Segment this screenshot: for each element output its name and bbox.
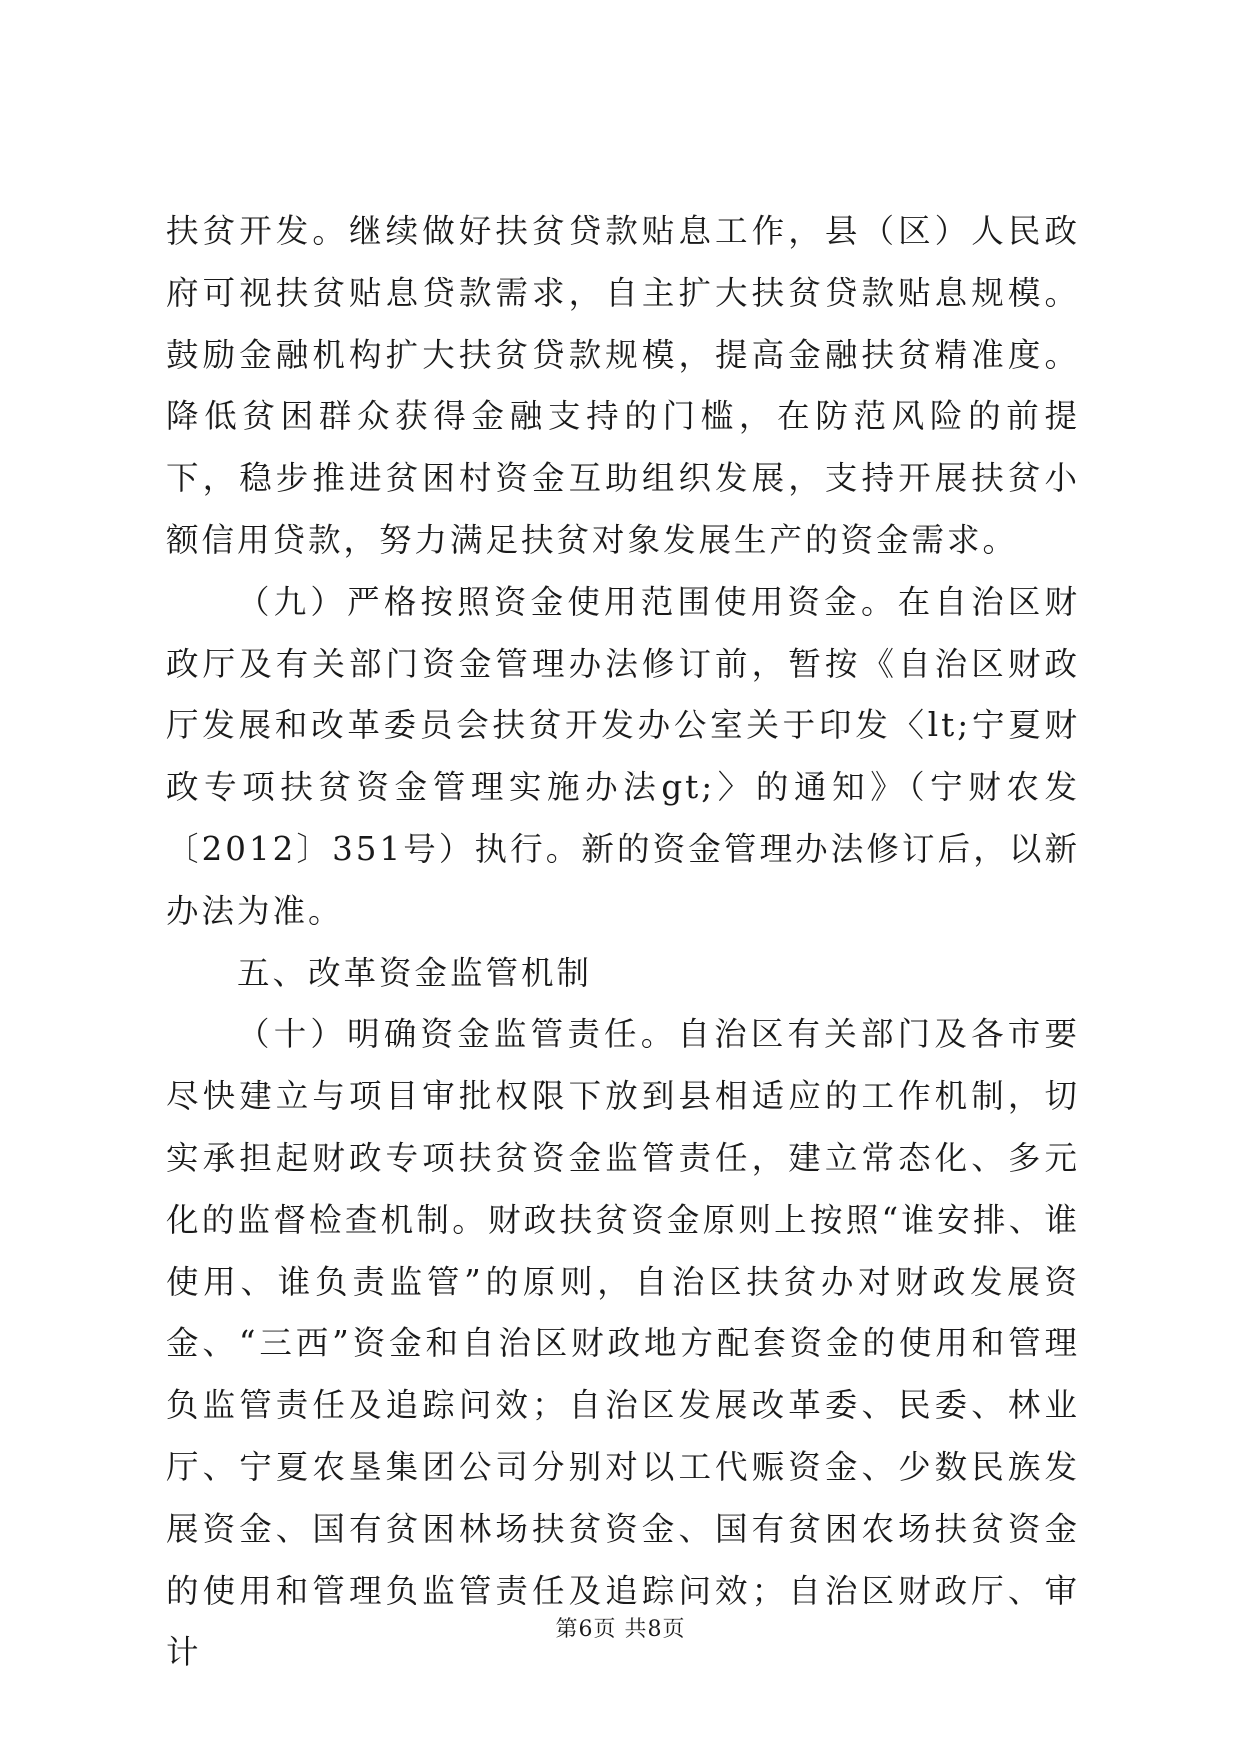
paragraph-section-nine: （九）严格按照资金使用范围使用资金。在自治区财政厅及有关部门资金管理办法修订前，暂按《自治区财政厅发展和改革委员会扶贫开发办公室关于印发〈lt;宁夏财政专项扶贫资金管理实施办法gt;〉的通知》（宁财农发〔2012〕351号）执行。新的资金管理办法修订后，以新办法为准。 [166,582,1080,930]
page-number-footer: 第6页 共8页 [555,1617,686,1642]
paragraph-continuation: 扶贫开发。继续做好扶贫贷款贴息工作，县（区）人民政府可视扶贫贴息贷款需求，自主扩大扶贫贷款贴息规模。鼓励金融机构扩大扶贫贷款规模，提高金融扶贫精准度。降低贫困群众获得金融支持的门槛，在防范风险的前提下，稳步推进贫困村资金互助组织发展，支持开展扶贫小额信用贷款，努力满足扶贫对象发展生产的资金需求。 [166,212,1080,559]
paragraph-section-ten: （十）明确资金监管责任。自治区有关部门及各市要尽快建立与项目审批权限下放到县相适应的工作机制，切实承担起财政专项扶贫资金监管责任，建立常态化、多元化的监督检查机制。财政扶贫资金原则上按照“谁安排、谁使用、谁负责监管”的原则，自治区扶贫办对财政发展资金、“三西”资金和自治区财政地方配套资金的使用和管理负监管责任及追踪问效；自治区发展改革委、民委、林业厅、宁夏农垦集团公司分别对以工代赈资金、少数民族发展资金、国有贫困林场扶贫资金、国有贫困农场扶贫资金的使用和管理负监管责任及追踪问效；自治区财政厅、审计 [166,1015,1080,1672]
section-heading-five: 五、改革资金监管机制 [237,953,593,992]
document-body [166,201,1080,1684]
